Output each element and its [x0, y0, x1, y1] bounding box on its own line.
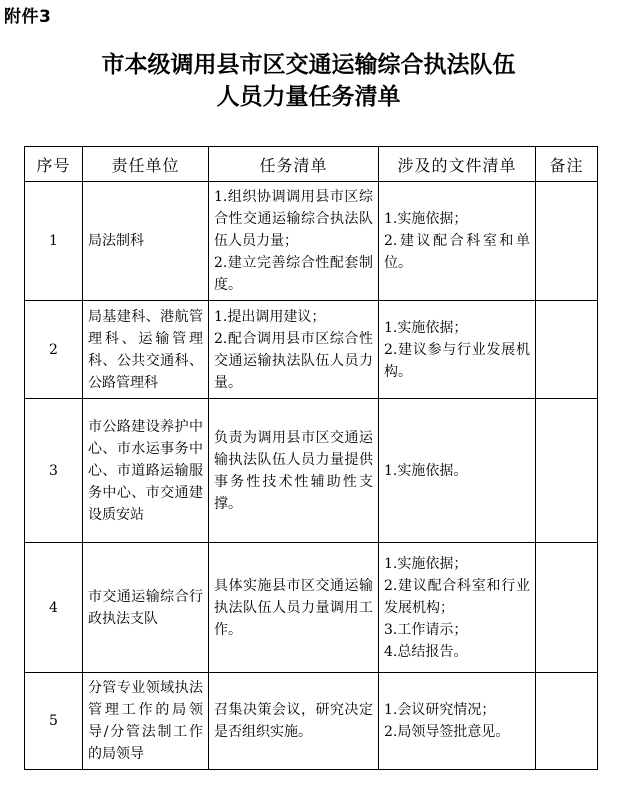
remarks — [536, 182, 598, 301]
document-item: 3.工作请示； — [384, 621, 468, 638]
remarks — [536, 301, 598, 399]
task-item: 1.组织协调调用县市区综合性交通运输综合执法队伍人员力量； — [214, 189, 373, 249]
document-item: 2.建议配合科室和行业发展机构； — [384, 577, 530, 616]
responsible-unit: 局法制科 — [83, 182, 209, 301]
header-document-list: 涉及的文件清单 — [379, 147, 536, 182]
responsible-unit: 分管专业领域执法管理工作的局领导/分管法制工作的局领导 — [83, 673, 209, 770]
document-title-line-2: 人员力量任务清单 — [216, 84, 401, 110]
header-task-list: 任务清单 — [209, 147, 379, 182]
document-list — [379, 182, 536, 301]
document-list — [379, 399, 536, 543]
responsible-unit: 市公路建设养护中心、市水运事务中心、市道路运输服务中心、市交通建设质安站 — [83, 399, 209, 543]
document-list — [379, 673, 536, 770]
document-item: 2.建议配合科室和单位。 — [384, 233, 530, 271]
document-item: 1.实施依据； — [384, 319, 468, 336]
header-remarks: 备注 — [536, 147, 598, 182]
document-item: 4.总结报告。 — [384, 643, 468, 660]
remarks — [536, 399, 598, 543]
table-row — [25, 182, 598, 301]
document-title-line-1: 市本级调用县市区交通运输综合执法队伍 — [101, 52, 516, 78]
row-number: 1 — [25, 182, 83, 301]
remarks — [536, 673, 598, 770]
header-responsible-unit: 责任单位 — [83, 147, 209, 182]
task-list — [209, 543, 379, 673]
responsible-unit: 局基建科、港航管理科、运输管理科、公共交通科、公路管理科 — [83, 301, 209, 399]
task-item: 负责为调用县市区交通运输执法队伍人员力量提供事务性技术性辅助性支撑。 — [214, 429, 373, 512]
task-list — [209, 399, 379, 543]
table-row — [25, 673, 598, 770]
table-row — [25, 301, 598, 399]
row-number: 3 — [25, 399, 83, 543]
task-item: 具体实施县市区交通运输执法队伍人员力量调用工作。 — [214, 577, 373, 638]
table-row — [25, 399, 598, 543]
task-list — [209, 301, 379, 399]
task-table — [24, 146, 598, 770]
document-item: 2.建议参与行业发展机构。 — [384, 341, 530, 380]
task-list — [209, 673, 379, 770]
task-item: 2.配合调用县市区综合性交通运输执法队伍人员力量。 — [214, 330, 373, 391]
task-item: 2.建立完善综合性配套制度。 — [214, 255, 373, 293]
document-item: 1.实施依据； — [384, 555, 468, 572]
document-item: 1.实施依据。 — [384, 462, 468, 479]
row-number: 4 — [25, 543, 83, 673]
document-item: 2.局领导签批意见。 — [384, 724, 510, 740]
responsible-unit: 市交通运输综合行政执法支队 — [83, 543, 209, 673]
remarks — [536, 543, 598, 673]
attachment-label: 附件3 — [4, 7, 52, 27]
table-header-row — [25, 147, 598, 182]
table-row — [25, 543, 598, 673]
task-list — [209, 182, 379, 301]
document-item: 1.实施依据； — [384, 211, 468, 227]
row-number: 5 — [25, 673, 83, 770]
document-item: 1.会议研究情况； — [384, 702, 496, 718]
header-number: 序号 — [25, 147, 83, 182]
document-list — [379, 301, 536, 399]
task-item: 召集决策会议，研究决定是否组织实施。 — [214, 702, 373, 740]
task-item: 1.提出调用建议； — [214, 308, 326, 325]
document-list — [379, 543, 536, 673]
row-number: 2 — [25, 301, 83, 399]
